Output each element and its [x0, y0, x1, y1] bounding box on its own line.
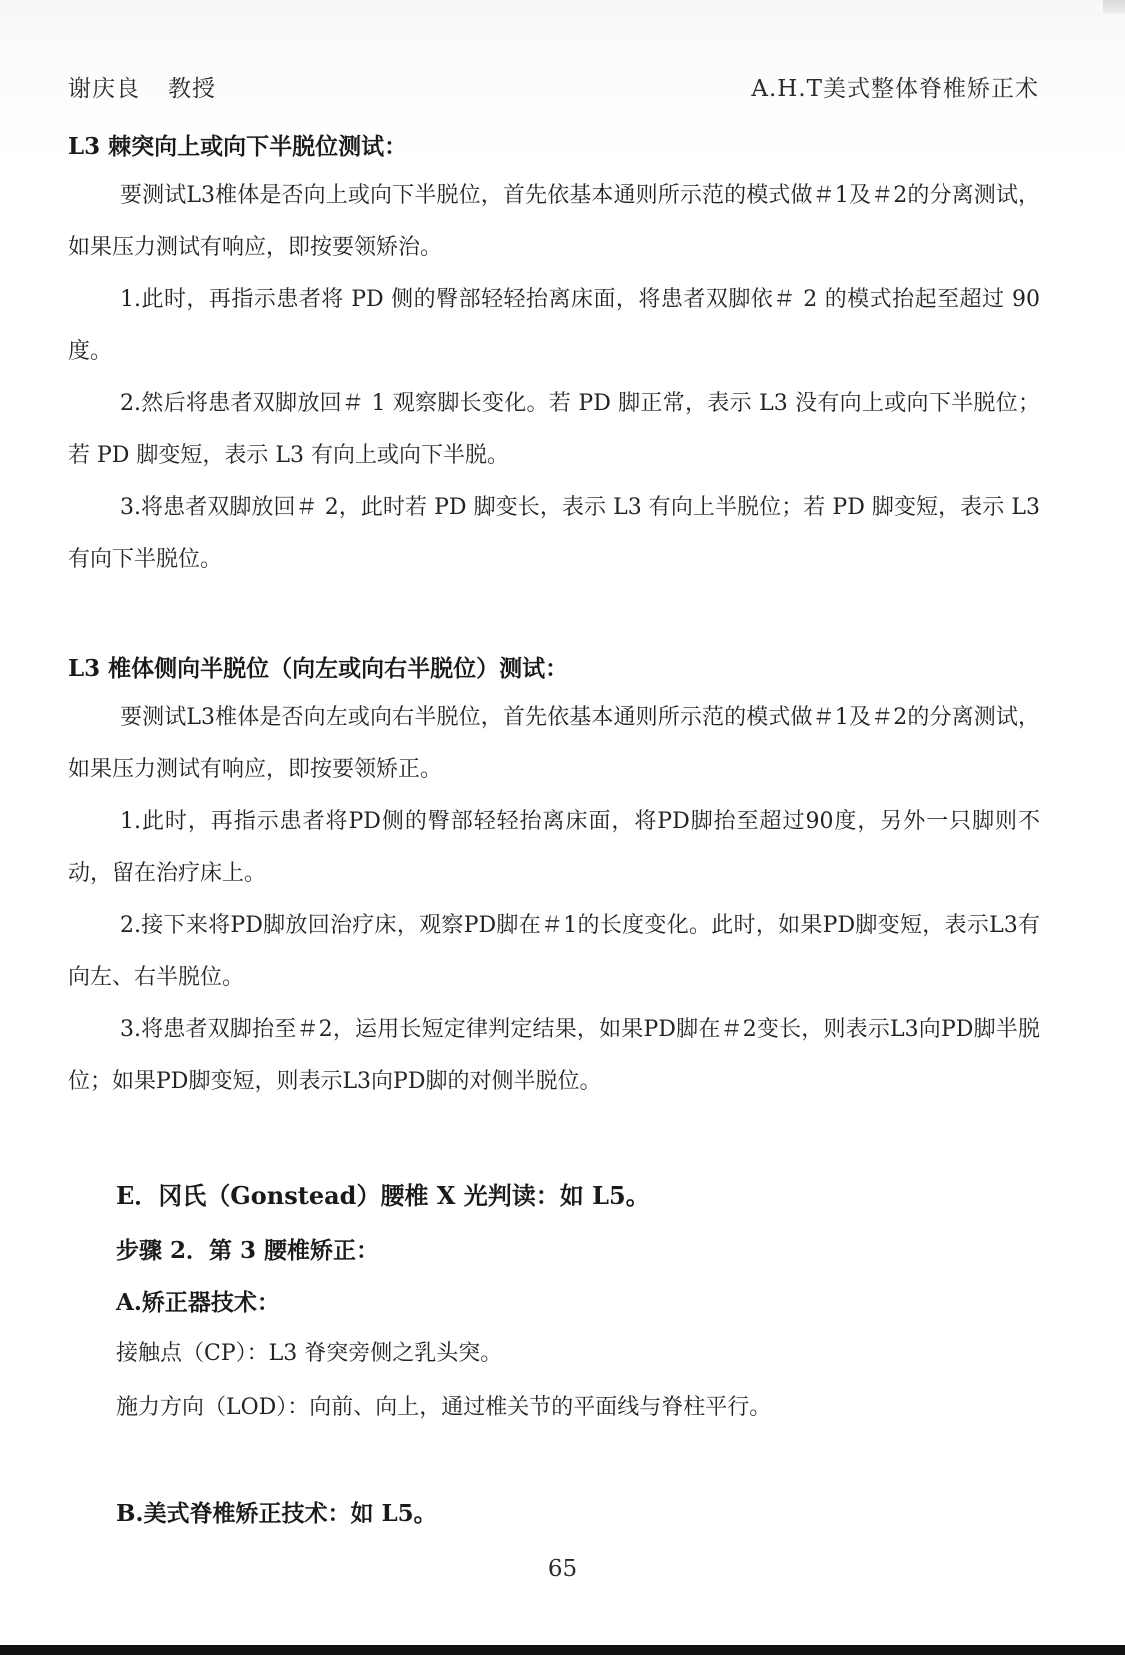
paragraph-step-2-lateral: 2.接下来将PD脚放回治疗床，观察PD脚在＃1的长度变化。此时，如果PD脚变短，表示L3有向左、右半脱位。 [68, 913, 1040, 990]
scan-edge-mark [1103, 0, 1125, 14]
paragraph-step-1: 1.此时，再指示患者将 PD 侧的臀部轻轻抬离床面，将患者双脚依＃ 2 的模式抬起至超过 90 度。 [68, 287, 1040, 364]
section-heading-gonstead-xray: E．冈氏（Gonstead）腰椎 X 光判读：如 L5。 [116, 1181, 650, 1210]
author-title: 教授 [168, 76, 216, 102]
section-heading-l3-vertical-test: L3 棘突向上或向下半脱位测试： [68, 133, 408, 160]
paragraph-step-2: 2.然后将患者双脚放回＃ 1 观察脚长变化。若 PD 脚正常，表示 L3 没有向上或向下半脱位；若 PD 脚变短，表示 L3 有向上或向下半脱。 [68, 391, 1040, 468]
paragraph-intro-1: 要测试L3椎体是否向上或向下半脱位，首先依基本通则所示范的模式做＃1及＃2的分离测试，如果压力测试有响应，即按要领矫治。 [68, 183, 1040, 260]
author-name: 谢庆良 [68, 76, 140, 102]
subheading-instrument-technique: A.矫正器技术： [116, 1289, 280, 1316]
step-heading-l3-adjustment: 步骤 2．第 3 腰椎矫正： [116, 1237, 380, 1264]
page-number: 65 [547, 1556, 578, 1582]
page-header-book-title: A.H.T美式整体脊椎矫正术 [751, 76, 1039, 102]
subheading-american-chiropractic-technique: B.美式脊椎矫正技术：如 L5。 [116, 1500, 437, 1527]
page-header-author [68, 70, 216, 103]
contact-point-text: 接触点（CP）：L3 脊突旁侧之乳头突。 [116, 1341, 503, 1366]
paragraph-step-3: 3.将患者双脚放回＃ 2，此时若 PD 脚变长，表示 L3 有向上半脱位；若 PD 脚变短，表示 L3 有向下半脱位。 [68, 495, 1040, 572]
paragraph-step-1-lateral: 1.此时，再指示患者将PD侧的臀部轻轻抬离床面，将PD脚抬至超过90度，另外一只脚则不动，留在治疗床上。 [68, 809, 1040, 886]
line-of-drive-text: 施力方向（LOD）：向前、向上，通过椎关节的平面线与脊柱平行。 [116, 1395, 772, 1420]
section-heading-l3-lateral-test: L3 椎体侧向半脱位（向左或向右半脱位）测试： [68, 655, 569, 682]
paragraph-intro-2: 要测试L3椎体是否向左或向右半脱位，首先依基本通则所示范的模式做＃1及＃2的分离测试，如果压力测试有响应，即按要领矫正。 [68, 705, 1040, 782]
paragraph-step-3-lateral: 3.将患者双脚抬至＃2，运用长短定律判定结果，如果PD脚在＃2变长，则表示L3向PD脚半脱位；如果PD脚变短，则表示L3向PD脚的对侧半脱位。 [68, 1017, 1040, 1094]
scan-bottom-border [0, 1645, 1125, 1655]
